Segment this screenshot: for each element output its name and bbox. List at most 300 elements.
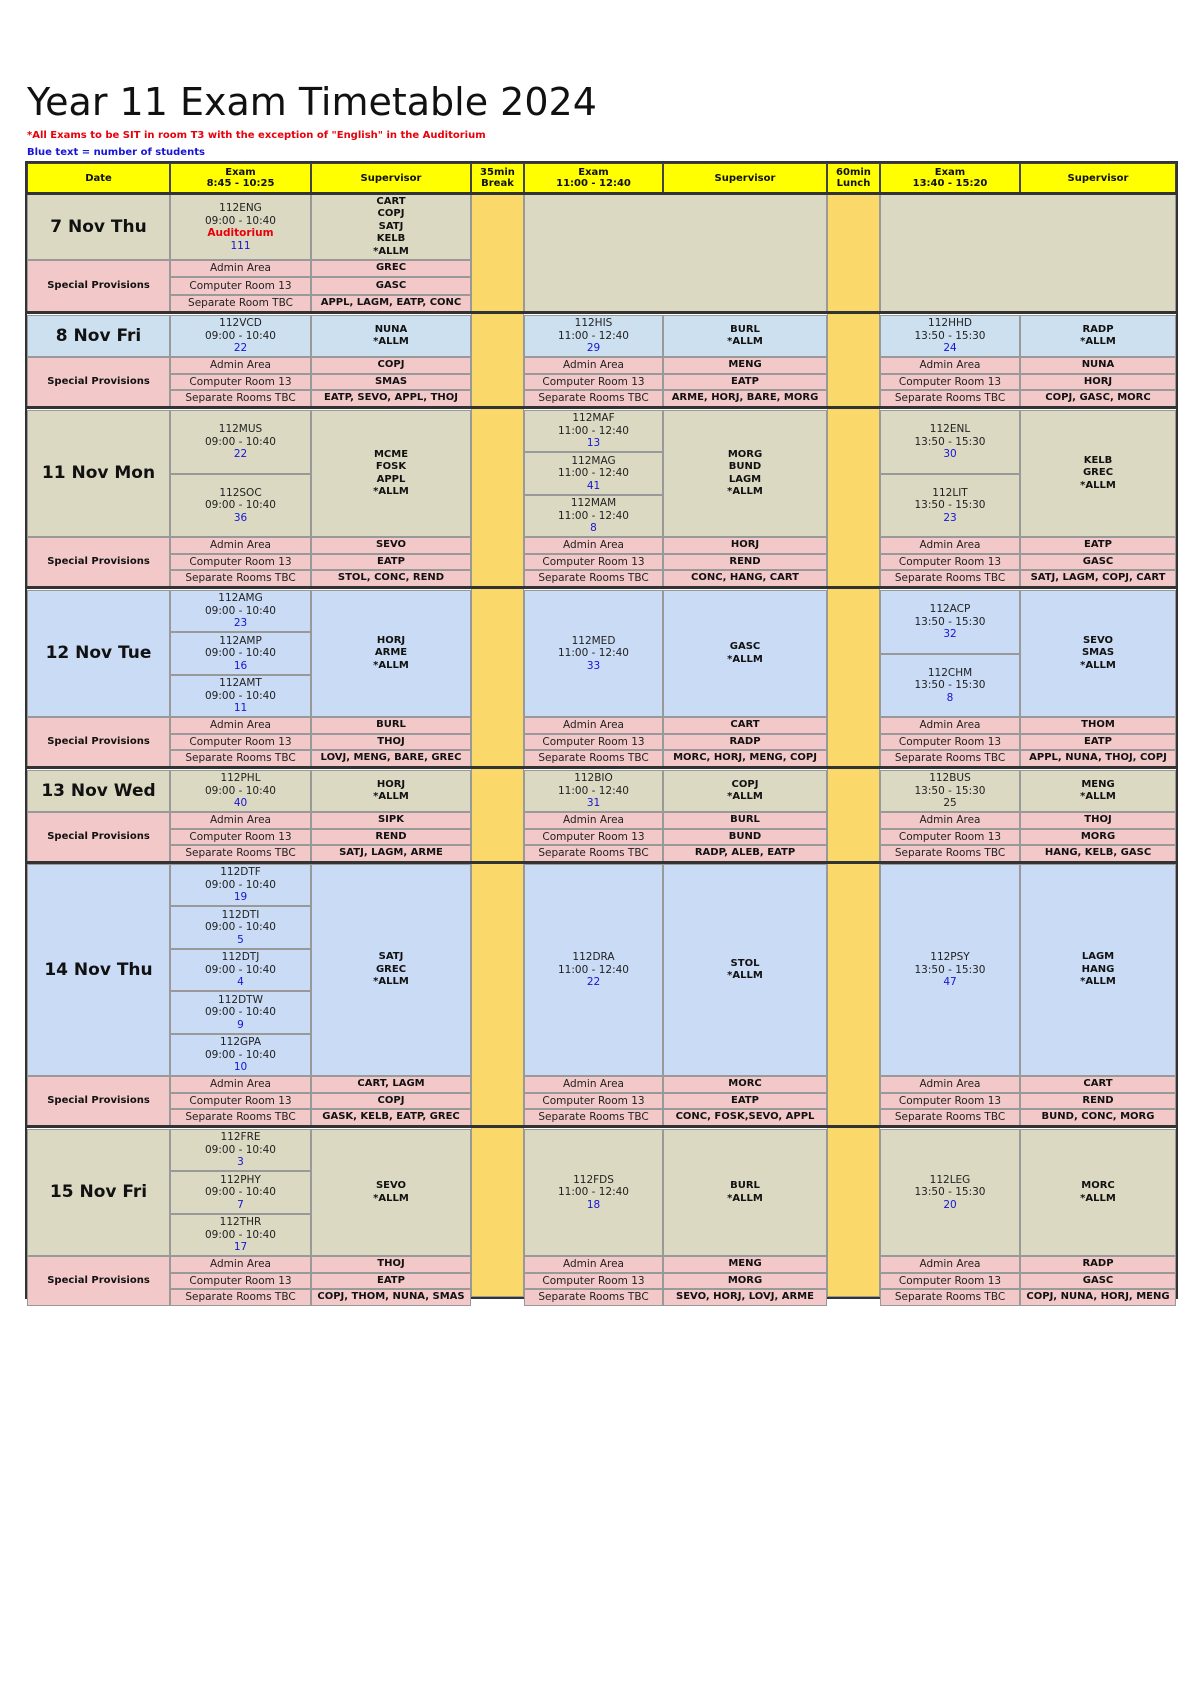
exam-cell bbox=[524, 410, 663, 452]
provision-supervisor bbox=[663, 734, 827, 751]
provision-location-text: Separate Rooms TBC bbox=[185, 392, 296, 405]
supervisor-cell bbox=[311, 410, 471, 537]
provision-location-text: Computer Room 13 bbox=[898, 1094, 1002, 1107]
provision-supervisor-text: SIPK bbox=[377, 814, 404, 826]
day-label bbox=[27, 770, 170, 812]
provision-location-text: Separate Rooms TBC bbox=[538, 1291, 649, 1304]
provision-supervisor bbox=[663, 357, 827, 374]
exam-time: 11:00 - 12:40 bbox=[558, 467, 629, 480]
provision-location-text: Admin Area bbox=[919, 719, 981, 732]
exam-code: 112DTI bbox=[221, 908, 260, 921]
student-count: 36 bbox=[233, 511, 248, 524]
exam-time: 09:00 - 10:40 bbox=[205, 1186, 276, 1199]
exam-time: 09:00 - 10:40 bbox=[205, 1006, 276, 1019]
student-count: 10 bbox=[233, 1061, 248, 1074]
provision-location bbox=[524, 750, 663, 767]
provision-location bbox=[170, 717, 311, 734]
provision-supervisor-text: MENG bbox=[728, 359, 762, 371]
header-exam-2-text: Exam bbox=[578, 167, 609, 178]
exam-cell bbox=[170, 1214, 311, 1256]
provision-location bbox=[524, 390, 663, 407]
provision-location bbox=[170, 1093, 311, 1110]
student-count: 41 bbox=[586, 479, 601, 492]
provision-location bbox=[170, 829, 311, 846]
provision-location-text: Computer Room 13 bbox=[189, 555, 292, 568]
student-count: 4 bbox=[237, 976, 244, 989]
provision-supervisor bbox=[311, 734, 471, 751]
provision-supervisor-text: BUND bbox=[728, 830, 762, 842]
supervisor-cell bbox=[663, 590, 827, 717]
student-count: 17 bbox=[233, 1241, 248, 1254]
supervisor-cell bbox=[311, 315, 471, 357]
provision-supervisor-text: GASC bbox=[1082, 555, 1114, 567]
exam-time: 09:00 - 10:40 bbox=[205, 604, 276, 617]
provision-supervisor-text: HORJ bbox=[1083, 375, 1113, 387]
day-separator bbox=[27, 766, 1176, 769]
provision-location bbox=[524, 1109, 663, 1126]
provision-supervisor-text: MENG bbox=[728, 1258, 762, 1270]
provision-supervisor-text: EATP bbox=[1084, 735, 1112, 747]
provision-supervisor bbox=[1020, 1076, 1176, 1093]
provision-supervisor-text: REND bbox=[1082, 1094, 1114, 1106]
supervisor-name: GREC bbox=[375, 963, 407, 975]
exam-room: Auditorium bbox=[207, 227, 274, 239]
provision-location-text: Computer Room 13 bbox=[542, 830, 645, 843]
supervisor-cell bbox=[311, 770, 471, 812]
provision-supervisor bbox=[311, 845, 471, 862]
provision-location bbox=[170, 374, 311, 391]
exam-code: 112MUS bbox=[218, 423, 263, 435]
special-provisions-label bbox=[27, 537, 170, 587]
provision-location bbox=[524, 537, 663, 554]
provision-location-text: Separate Rooms TBC bbox=[894, 1111, 1006, 1124]
provision-supervisor-text: SEVO bbox=[375, 539, 407, 551]
provision-location bbox=[880, 750, 1020, 767]
exam-code: 112SOC bbox=[219, 486, 262, 499]
provision-location-text: Admin Area bbox=[919, 539, 981, 552]
provision-location-text: Computer Room 13 bbox=[189, 1094, 292, 1107]
provision-location-text: Computer Room 13 bbox=[542, 1274, 645, 1287]
student-count: 13 bbox=[586, 437, 601, 450]
provision-location bbox=[524, 845, 663, 862]
provision-supervisor-text: BURL bbox=[730, 814, 760, 826]
supervisor-name: *ALLM bbox=[373, 976, 409, 988]
provision-supervisor bbox=[311, 374, 471, 391]
provision-supervisor bbox=[663, 1256, 827, 1273]
header-supervisor-3-text: Supervisor bbox=[1067, 172, 1129, 184]
exam-time: 09:00 - 10:40 bbox=[205, 963, 276, 976]
exam-time: 09:00 - 10:40 bbox=[205, 1143, 276, 1156]
provision-supervisor-text: GREC bbox=[375, 262, 407, 274]
exam-time: 09:00 - 10:40 bbox=[205, 435, 276, 448]
provision-location-text: Admin Area bbox=[563, 814, 624, 827]
break-column bbox=[471, 193, 524, 1297]
exam-code: 112BUS bbox=[929, 772, 971, 785]
exam-code: 112DRA bbox=[572, 951, 615, 964]
exam-cell bbox=[880, 315, 1020, 357]
provision-supervisor-text: HORJ bbox=[730, 539, 760, 551]
exam-time: 13:50 - 15:30 bbox=[914, 1186, 986, 1199]
provision-location-text: Admin Area bbox=[210, 1078, 271, 1091]
provision-supervisor bbox=[311, 357, 471, 374]
provision-location-text: Admin Area bbox=[210, 719, 271, 732]
provision-location-text: Separate Rooms TBC bbox=[185, 752, 296, 765]
special-provisions-label bbox=[27, 717, 170, 767]
exam-time: 11:00 - 12:40 bbox=[558, 329, 629, 342]
exam-time: 13:50 - 15:30 bbox=[914, 499, 986, 511]
supervisor-name: *ALLM bbox=[1080, 976, 1116, 988]
exam-time: 09:00 - 10:40 bbox=[205, 329, 276, 342]
exam-cell bbox=[170, 770, 311, 812]
provision-supervisor bbox=[663, 537, 827, 554]
day-separator bbox=[27, 311, 1176, 314]
exam-time: 13:50 - 15:30 bbox=[914, 329, 986, 342]
provision-location bbox=[524, 1289, 663, 1306]
supervisor-name: *ALLM bbox=[1080, 336, 1116, 347]
exam-code: 112HHD bbox=[928, 317, 972, 330]
provision-location bbox=[524, 1256, 663, 1273]
exam-cell bbox=[880, 654, 1020, 718]
supervisor-name: KELB bbox=[376, 233, 406, 245]
page-title: Year 11 Exam Timetable 2024 bbox=[27, 80, 597, 124]
header-lunch-text: Lunch bbox=[836, 178, 871, 189]
student-count: 16 bbox=[233, 659, 248, 672]
provision-location bbox=[880, 570, 1020, 587]
exam-cell bbox=[170, 1171, 311, 1213]
provision-supervisor-text: EATP bbox=[731, 1094, 759, 1106]
provision-supervisor bbox=[663, 829, 827, 846]
provision-supervisor-text: MORC bbox=[728, 1078, 762, 1090]
exam-code: 112PSY bbox=[930, 951, 970, 964]
provision-supervisor-text: BUND, CONC, MORG bbox=[1041, 1111, 1155, 1123]
provision-location-text: Separate Rooms TBC bbox=[894, 847, 1006, 860]
provision-supervisor-text: EATP bbox=[377, 1274, 405, 1286]
provision-location bbox=[170, 845, 311, 862]
provision-supervisor-text: MORC, HORJ, MENG, COPJ bbox=[673, 752, 817, 764]
exam-cell bbox=[170, 864, 311, 906]
exam-code: 112HIS bbox=[574, 317, 613, 330]
provision-location bbox=[880, 1289, 1020, 1306]
exam-time: 11:00 - 12:40 bbox=[558, 509, 629, 522]
provision-location bbox=[170, 1076, 311, 1093]
provision-location bbox=[170, 295, 311, 312]
exam-time: 13:50 - 15:30 bbox=[914, 963, 986, 976]
provision-supervisor bbox=[311, 537, 471, 554]
exam-cell bbox=[880, 1129, 1020, 1256]
provision-supervisor-text: CONC, FOSK,SEVO, APPL bbox=[675, 1111, 815, 1123]
supervisor-name: *ALLM bbox=[727, 653, 763, 665]
provision-location-text: Computer Room 13 bbox=[189, 735, 292, 748]
supervisor-name: *ALLM bbox=[727, 1192, 763, 1204]
day-label bbox=[27, 590, 170, 717]
exam-cell bbox=[524, 770, 663, 812]
supervisor-name: *ALLM bbox=[727, 791, 763, 802]
provision-location-text: Separate Rooms TBC bbox=[185, 572, 296, 585]
exam-cell bbox=[170, 991, 311, 1033]
provision-location bbox=[880, 537, 1020, 554]
provision-supervisor bbox=[1020, 829, 1176, 846]
exam-code: 112FRE bbox=[220, 1131, 261, 1144]
provision-location bbox=[524, 812, 663, 829]
provision-supervisor-text: EATP, SEVO, APPL, THOJ bbox=[323, 392, 458, 404]
provision-supervisor-text: EATP bbox=[1084, 539, 1112, 551]
special-provisions-label bbox=[27, 1256, 170, 1306]
special-provisions-label bbox=[27, 812, 170, 862]
day-label-text: 15 Nov Fri bbox=[49, 1182, 148, 1203]
provision-location-text: Computer Room 13 bbox=[542, 1094, 645, 1107]
provision-supervisor-text: COPJ, THOM, NUNA, SMAS bbox=[317, 1291, 465, 1303]
provision-supervisor-text: BURL bbox=[376, 719, 406, 731]
provision-supervisor-text: COPJ bbox=[377, 359, 405, 371]
exam-time: 09:00 - 10:40 bbox=[205, 1228, 276, 1241]
exam-code: 112LIT bbox=[932, 486, 968, 499]
provision-supervisor-text: MORG bbox=[1080, 830, 1116, 842]
header-separator bbox=[27, 192, 1176, 195]
provision-supervisor-text: REND bbox=[729, 555, 761, 567]
provision-supervisor bbox=[311, 717, 471, 734]
provision-location-text: Separate Rooms TBC bbox=[538, 572, 649, 585]
provision-supervisor-text: CART, LAGM bbox=[357, 1078, 425, 1090]
supervisor-name: MCME bbox=[373, 448, 409, 460]
student-count: 9 bbox=[237, 1018, 244, 1031]
header-lunch bbox=[827, 163, 880, 193]
header-exam-3-text: Exam bbox=[934, 167, 966, 178]
student-count: 8 bbox=[590, 522, 597, 535]
provision-supervisor-text: MORG bbox=[727, 1274, 763, 1286]
header-break bbox=[471, 163, 524, 193]
provision-location-text: Admin Area bbox=[563, 1078, 624, 1091]
provision-location-text: Admin Area bbox=[210, 359, 271, 372]
provision-location bbox=[170, 390, 311, 407]
student-count: 23 bbox=[233, 617, 248, 630]
exam-time: 11:00 - 12:40 bbox=[558, 1186, 629, 1199]
exam-code: 112PHL bbox=[220, 772, 261, 785]
exam-time: 11:00 - 12:40 bbox=[558, 424, 629, 437]
provision-location-text: Separate Rooms TBC bbox=[894, 392, 1006, 405]
exam-code: 112ENL bbox=[929, 423, 971, 435]
exam-cell bbox=[170, 949, 311, 991]
exam-room-note: *All Exams to be SIT in room T3 with the exception of "English" in the Auditorium bbox=[27, 130, 486, 141]
provision-location bbox=[524, 357, 663, 374]
provision-location bbox=[880, 1109, 1020, 1126]
special-provisions-text: Special Provisions bbox=[47, 375, 150, 387]
student-count: 25 bbox=[943, 797, 957, 810]
provision-location-text: Computer Room 13 bbox=[189, 1274, 292, 1287]
provision-location-text: Computer Room 13 bbox=[542, 555, 645, 568]
supervisor-name: SMAS bbox=[1081, 647, 1115, 659]
provision-supervisor bbox=[1020, 570, 1176, 587]
supervisor-name: HORJ bbox=[376, 634, 406, 646]
exam-code: 112AMG bbox=[218, 592, 263, 605]
student-count: 31 bbox=[586, 797, 601, 810]
header-supervisor-1 bbox=[311, 163, 471, 193]
exam-cell bbox=[880, 770, 1020, 812]
supervisor-name: *ALLM bbox=[373, 659, 409, 671]
provision-supervisor bbox=[663, 750, 827, 767]
provision-location-text: Separate Rooms TBC bbox=[185, 1291, 296, 1304]
provision-supervisor bbox=[1020, 845, 1176, 862]
provision-location bbox=[880, 1076, 1020, 1093]
provision-supervisor bbox=[663, 570, 827, 587]
supervisor-name: BURL bbox=[730, 1180, 760, 1191]
provision-location bbox=[524, 1076, 663, 1093]
exam-cell bbox=[524, 590, 663, 717]
provision-supervisor-text: THOM bbox=[1081, 719, 1115, 731]
supervisor-name: SATJ bbox=[378, 220, 404, 232]
provision-supervisor-text: STOL, CONC, REND bbox=[337, 572, 445, 584]
provision-location-text: Separate Room TBC bbox=[188, 297, 293, 310]
exam-cell bbox=[880, 590, 1020, 654]
supervisor-name: COPJ bbox=[377, 208, 405, 220]
student-count: 8 bbox=[946, 691, 954, 704]
supervisor-cell bbox=[1020, 1129, 1176, 1256]
day-label-text: 12 Nov Tue bbox=[45, 643, 152, 664]
student-count: 24 bbox=[943, 342, 957, 355]
provision-supervisor-text: COPJ, GASC, MORC bbox=[1045, 392, 1151, 404]
provision-supervisor-text: RADP bbox=[729, 735, 761, 747]
student-count: 32 bbox=[943, 628, 957, 640]
provision-location bbox=[170, 1256, 311, 1273]
provision-supervisor-text: CART bbox=[730, 719, 760, 731]
provision-location bbox=[170, 734, 311, 751]
supervisor-name: RADP bbox=[1082, 323, 1114, 335]
provision-supervisor-text: SEVO, HORJ, LOVJ, ARME bbox=[676, 1291, 814, 1303]
supervisor-name: MENG bbox=[1081, 778, 1115, 790]
provision-supervisor bbox=[1020, 1289, 1176, 1306]
provision-supervisor bbox=[1020, 1109, 1176, 1126]
exam-code: 112CHM bbox=[927, 666, 973, 679]
supervisor-cell bbox=[663, 864, 827, 1076]
student-count: 19 bbox=[233, 891, 248, 904]
provision-location-text: Admin Area bbox=[210, 262, 271, 275]
provision-supervisor bbox=[663, 717, 827, 734]
exam-time: 11:00 - 12:40 bbox=[558, 963, 629, 976]
day-label-text: 8 Nov Fri bbox=[55, 325, 142, 346]
header-exam-2-text: 11:00 - 12:40 bbox=[556, 178, 631, 189]
supervisor-name: *ALLM bbox=[727, 336, 763, 347]
exam-code: 112MAM bbox=[570, 497, 617, 510]
supervisor-cell bbox=[311, 194, 471, 260]
student-count: 22 bbox=[586, 976, 601, 989]
provision-supervisor bbox=[663, 845, 827, 862]
exam-code: 112MAF bbox=[572, 412, 615, 425]
provision-supervisor-text: APPL, LAGM, EATP, CONC bbox=[320, 297, 462, 309]
supervisor-cell bbox=[311, 864, 471, 1076]
exam-time: 09:00 - 10:40 bbox=[205, 921, 276, 934]
header-break-text: Break bbox=[481, 178, 514, 189]
special-provisions-label bbox=[27, 357, 170, 407]
provision-supervisor-text: CART bbox=[1083, 1078, 1113, 1090]
provision-supervisor bbox=[663, 1093, 827, 1110]
supervisor-name: BUND bbox=[728, 461, 762, 472]
exam-code: 112ACP bbox=[929, 603, 971, 615]
provision-supervisor-text: THOJ bbox=[377, 735, 405, 747]
exam-cell bbox=[524, 1129, 663, 1256]
provision-location-text: Separate Rooms TBC bbox=[538, 752, 649, 765]
provision-supervisor bbox=[663, 1289, 827, 1306]
exam-time: 11:00 - 12:40 bbox=[558, 784, 629, 797]
provision-location bbox=[880, 717, 1020, 734]
provision-supervisor-text: GASC bbox=[1082, 1274, 1114, 1286]
provision-location-text: Computer Room 13 bbox=[542, 735, 645, 748]
supervisor-name: HORJ bbox=[376, 778, 406, 790]
provision-supervisor bbox=[311, 260, 471, 277]
supervisor-name: *ALLM bbox=[373, 1192, 409, 1204]
header-supervisor-2-text: Supervisor bbox=[714, 172, 776, 184]
supervisor-name: MORC bbox=[1081, 1180, 1115, 1191]
supervisor-cell bbox=[1020, 770, 1176, 812]
student-count: 20 bbox=[943, 1198, 957, 1211]
exam-cell bbox=[524, 495, 663, 537]
exam-code: 112ENG bbox=[219, 202, 262, 214]
provision-supervisor bbox=[1020, 1273, 1176, 1290]
supervisor-cell bbox=[663, 770, 827, 812]
provision-supervisor-text: THOJ bbox=[377, 1258, 405, 1270]
exam-time: 09:00 - 10:40 bbox=[205, 689, 276, 702]
supervisor-name: *ALLM bbox=[373, 486, 409, 497]
provision-location-text: Separate Rooms TBC bbox=[538, 1111, 649, 1124]
exam-time: 09:00 - 10:40 bbox=[205, 878, 276, 891]
student-count: 29 bbox=[586, 342, 601, 355]
header-break-text: 35min bbox=[480, 167, 515, 178]
exam-cell bbox=[524, 452, 663, 494]
provision-supervisor-text: COPJ bbox=[377, 1094, 405, 1106]
provision-location-text: Admin Area bbox=[563, 539, 624, 552]
provision-location bbox=[170, 537, 311, 554]
special-provisions-text: Special Provisions bbox=[47, 1274, 150, 1286]
provision-location bbox=[524, 717, 663, 734]
special-provisions-text: Special Provisions bbox=[47, 1094, 150, 1106]
student-count: 111 bbox=[230, 239, 251, 252]
provision-supervisor bbox=[1020, 812, 1176, 829]
provision-supervisor bbox=[311, 295, 471, 312]
provision-location-text: Separate Rooms TBC bbox=[185, 847, 296, 860]
header-date bbox=[27, 163, 170, 193]
provision-location-text: Computer Room 13 bbox=[189, 375, 292, 388]
provision-supervisor bbox=[311, 390, 471, 407]
provision-supervisor bbox=[663, 1076, 827, 1093]
exam-code: 112AMT bbox=[219, 677, 262, 690]
header-lunch-text: 60min bbox=[836, 167, 871, 178]
provision-supervisor bbox=[663, 812, 827, 829]
supervisor-name: *ALLM bbox=[373, 336, 409, 347]
provision-location-text: Computer Room 13 bbox=[898, 1274, 1002, 1287]
provision-location-text: Admin Area bbox=[919, 1078, 981, 1091]
special-provisions-label bbox=[27, 260, 170, 312]
supervisor-name: SEVO bbox=[375, 1180, 407, 1191]
provision-supervisor bbox=[1020, 374, 1176, 391]
timetable-grid bbox=[25, 161, 1178, 1304]
provision-location bbox=[170, 570, 311, 587]
supervisor-name: STOL bbox=[730, 957, 760, 969]
supervisor-cell bbox=[311, 590, 471, 717]
provision-location bbox=[524, 570, 663, 587]
student-count: 22 bbox=[233, 342, 248, 355]
exam-code: 112BIO bbox=[574, 772, 613, 785]
provision-location bbox=[170, 1273, 311, 1290]
exam-code: 112DTW bbox=[218, 993, 263, 1006]
provision-location bbox=[170, 1289, 311, 1306]
provision-location bbox=[524, 1273, 663, 1290]
exam-cell bbox=[170, 590, 311, 632]
header-date-text: Date bbox=[85, 172, 112, 184]
supervisor-name: LAGM bbox=[728, 473, 762, 485]
supervisor-cell bbox=[1020, 315, 1176, 357]
provision-location-text: Computer Room 13 bbox=[542, 375, 645, 388]
provision-supervisor bbox=[311, 554, 471, 571]
header-exam-1-text: Exam bbox=[225, 167, 256, 178]
provision-supervisor-text: SMAS bbox=[374, 375, 408, 387]
